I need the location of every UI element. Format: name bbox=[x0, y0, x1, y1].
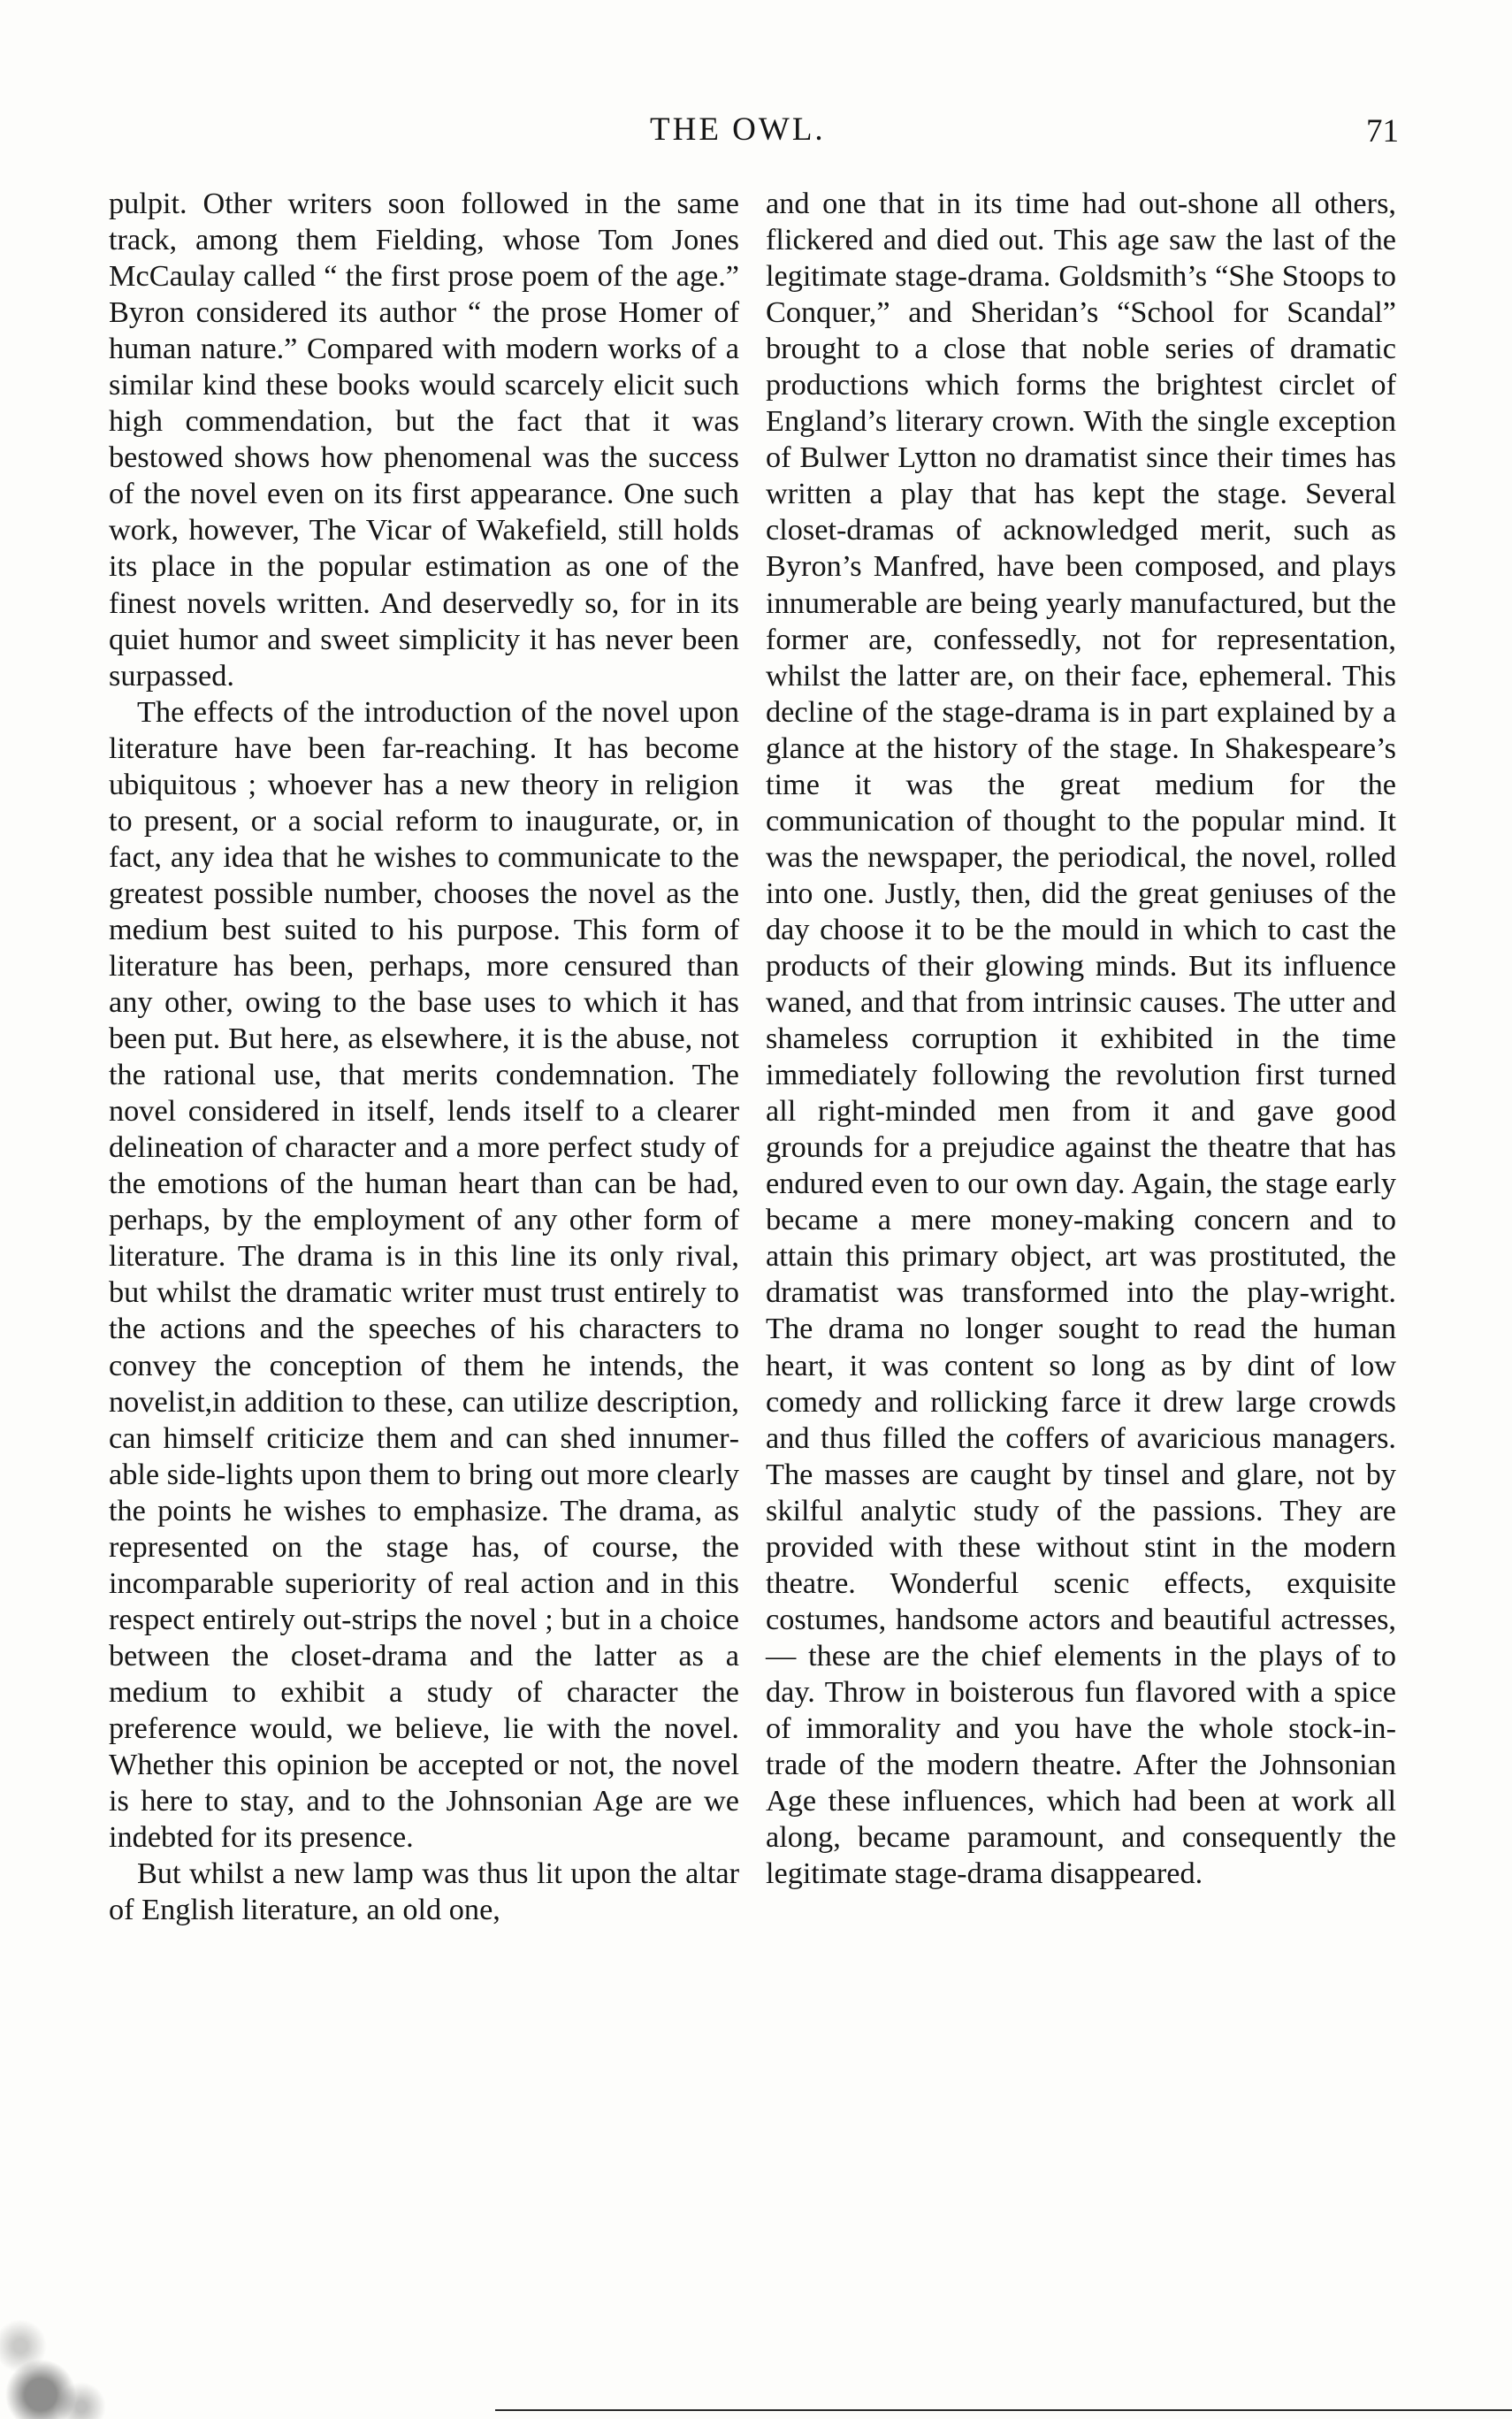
running-title: THE OWL. bbox=[650, 111, 826, 148]
page-number: 71 bbox=[1366, 113, 1399, 149]
left-paragraph-2: The effects of the introduction of the novel upon literature have been far-reaching. It has become ubiquitous ; whoever has a new theory in religion to present, or a social reform to inaugurate, or, in fact, any idea that he wishes to communicate to the greatest possible number, chooses the novel as the medium best suited to his purpose. This form of literature has been, perhaps, more censured than any other, owing to the base uses to which it has been put. But here, as elsewhere, it is the abuse, not the rational use, that merits condemnation. The novel considered in itself, lends itself to a clearer delineation of character and a more perfect study of the emotions of the human heart than can be had, perhaps, by the employment of any other form of literature. The drama is in this line its only rival, but whilst the dramatic writer must trust entirely to the actions and the speeches of his characters to convey the conception of them he intends, the novelist,in addition to these, can utilize description, can himself criticize them and can shed innumerable side-lights upon them to bring out more clearly the points he wishes to emphasize. The drama, as represented on the stage has, of course, the incomparable superiority of real action and in this respect entirely out-strips the novel ; but in a choice between the closet-drama and the latter as a medium to exhibit a study of character the preference would, we believe, lie with the novel. Whether this opinion be accepted or not, the novel is here to stay, and to the Johnsonian Age are we indebted for its presence. bbox=[109, 694, 739, 1855]
right-column bbox=[766, 186, 1396, 1892]
running-head bbox=[0, 108, 1512, 161]
scan-smudge bbox=[0, 2176, 203, 2419]
left-paragraph-3: But whilst a new lamp was thus lit upon the altar of English literature, an old one, bbox=[109, 1856, 739, 1927]
left-paragraph-1: pulpit. Other writers soon followed in the same track, among them Fielding, whose Tom Jones McCaulay called “ the first prose poem of the age.” Byron considered its author “ the prose Homer of human nature.” Compared with modern works of a similar kind these books would scarcely elicit such high commendation, but the fact that it was bestowed shows how phenomenal was the success of the novel even on its first appearance. One such work, however, The Vicar of Wakefield, still holds its place in the popular estimation as one of the finest novels written. And deservedly so, for in its quiet humor and sweet simplicity it has never been surpassed. bbox=[109, 187, 739, 693]
bottom-rule bbox=[495, 2409, 1512, 2411]
left-column bbox=[109, 186, 739, 1928]
right-paragraph-1: and one that in its time had out-shone all others, flickered and died out. This age saw the last of the legitimate stage-drama. Goldsmith’s “She Stoops to Conquer,” and Sheridan’s “School for Scandal” brought to a close that noble series of dramatic productions which forms the brightest circlet of England’s literary crown. With the single exception of Bulwer Lytton no dramatist since their times has written a play that has kept the stage. Several closet-dramas of acknowledged merit, such as Byron’s Manfred, have been composed, and plays innumerable are being yearly manufactured, but the former are, confessedly, not for representation, whilst the latter are, on their face, ephemeral. This decline of the stage-drama is in part explained by a glance at the history of the stage. In Shakespeare’s time it was the great medium for the communication of thought to the popular mind. It was the newspaper, the periodical, the novel, rolled into one. Justly, then, did the great geniuses of the day choose it to be the mould in which to cast the products of their glowing minds. But its influence waned, and that from intrinsic causes. The utter and shameless corruption it exhibited in the time immediately following the revolution first turned all right-minded men from it and gave good grounds for a prejudice against the theatre that has endured even to our own day. Again, the stage early became a mere money-making concern and to attain this primary object, art was prostituted, the dramatist was transformed into the play-wright. The drama no longer sought to read the human heart, it was content so long as by dint of low comedy and rollicking farce it drew large crowds and thus filled the coffers of avaricious managers. The masses are caught by tinsel and glare, not by skilful analytic study of the passions. They are provided with these without stint in the modern theatre. Wonderful scenic effects, exquisite costumes, handsome actors and beautiful actresses,— these are the chief elements in the plays of to day. Throw in boisterous fun flavored with a spice of immorality and you have the whole stock-in-trade of the modern theatre. After the Johnsonian Age these influences, which had been at work all along, became paramount, and consequently the legitimate stage-drama disappeared. bbox=[766, 187, 1396, 1891]
